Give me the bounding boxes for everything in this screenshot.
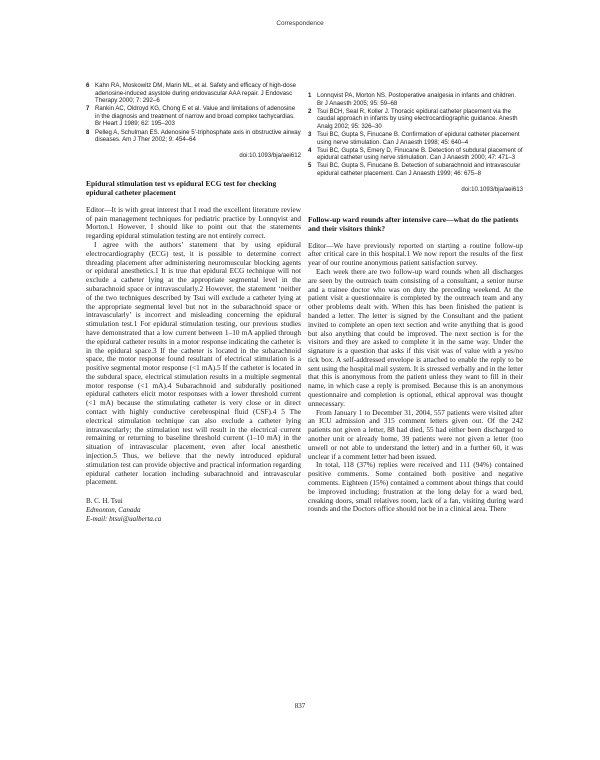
reference-list-left (86, 82, 301, 144)
reference-item (308, 131, 523, 146)
reference-text: Pelleg A, Schulman ES. Adenosine 5′-triphosphate axis in obstructive airway diseases. Am J Ther 2002; 9: 454–64 (95, 128, 301, 144)
paragraph: Each week there are two follow-up ward rounds when all discharges are seen by the outreach team consisting of a consultant, a senior nurse and a trainee doctor who was on duty the preceding weekend. At the patient visit a questionnaire is completed by the outreach team and any other problems dealt with. When this has been finished the patient is handed a letter. The letter is signed by the Consultant and the patient invited to complete an open text section and write anything that is good but also anything that could be improved. The next section is for the visitors and they are asked to complete it in the same way. Under the signature is a question that asks if this visit was of value with a yes/no tick box. A self-addressed envelope is attached to enable the reply to be sent using the hospital mail system. It is stressed verbally and in the letter that this is anonymous from the patient unless they want to fill in their name, in which case a reply is promised. Because this is an anonymous questionnaire and completion is optional, ethical approval was thought unnecessary. (308, 266, 523, 408)
reference-item (86, 105, 301, 128)
reference-item (308, 92, 523, 107)
letter-body (308, 242, 523, 515)
doi-label: doi:10.1093/bja/aei612 (239, 151, 301, 159)
reference-number: 2 (308, 107, 312, 115)
reference-number: 1 (308, 92, 312, 99)
reference-item (308, 108, 523, 131)
reference-number: 3 (308, 130, 312, 138)
doi-label: doi:10.1093/bja/aei613 (461, 185, 523, 193)
paragraph: Editor—It is with great interest that I read the excellent literature review of pain management techniques for pediatric practice by Lonnqvist and Morton.1 However, I should like to point out that the statements regarding epidural stimulation testing are not entirely correct. (86, 204, 301, 241)
left-column (86, 82, 301, 524)
reference-number: 8 (86, 128, 90, 136)
reference-text: Tsui BCH, Seal R, Koller J. Thoracic epidural catheter placement via the caudal approach in infants by using electrocardiographic guidance. Anesth Analg 2002; 95: 326–30 (317, 107, 518, 130)
reference-text: Tsui BC, Gupta S, Finucane B. Detection of subarachnoid and intravascular epidural catheter placement. Can J Anaesth 1999; 46: 675–8 (317, 162, 521, 177)
reference-number: 4 (308, 146, 312, 154)
reference-text: Tsui BC, Gupta S, Emery D, Finucane B. Detection of subdural placement of epidural catheter using nerve stimulation. Can J Anaesth 2000; 47: 471–3 (317, 146, 523, 162)
reference-number: 7 (86, 105, 90, 113)
author-email: E-mail: btsui@ualberta.ca (86, 514, 162, 523)
right-column (308, 92, 523, 514)
paragraph: I agree with the authors’ statement that by using epidural electrocardiography (ECG) test, it is possible to determine correct threading placement after administering neuromuscular blocking agents or epidural anesthetics.1 It is true that epidural ECG technique will not exclude a catheter lying at the appropriate segmental level in the subarachnoid space or intravascularly.2 However, the statement ‘neither of the two techniques described by Tsui will exclude a catheter lying at the appropriate segmental level but not in the subarachnoid space or intravascularly’ is incorrect and misleading concerning the epidural stimulation test.1 For epidural stimulation testing, our previous studies have demonstrated that a low current between 1–10 mA applied through the epidural catheter results in a motor response indicating the catheter is in the epidural space.3 If the catheter is located in the subarachnoid space, the motor response found resultant of electrical stimulation is a positive segmental motor response (<1 mA).5 If the catheter is located in the subdural space, electrical stimulation results in a multiple segmental motor response (<1 mA).4 Subarachnoid and subdurally positioned epidural catheters elicit motor responses with a lower threshold current (<1 mA) because the stimulating catheter is very close or in direct contact with highly conductive cerebrospinal fluid (CSF).4 5 The electrical stimulation technique can also exclude a catheter lying intravascularly; the stimulation test will result in the electrical current remaining or returning to baseline threshold current (1–10 mA) in the situation of intravascular placement, even after local anesthetic injection.5 Thus, we believe that the newly introduced epidural stimulation test can provide objective and practical information regarding epidural catheter location including subarachnoid and intravascular placement. (86, 239, 301, 487)
reference-item (308, 147, 523, 162)
page-number: 837 (294, 702, 306, 710)
reference-text: Rankin AC, Oldroyd KG, Chong E et al. Value and limitations of adenosine in the diagnosis and treatment of narrow and broad complex tachycardias. Br Heart J 1989; 62: 195–203 (95, 105, 296, 128)
reference-item (86, 82, 301, 105)
reference-number: 5 (308, 162, 312, 170)
reference-text: Lonnqvist PA, Morton NS. Postoperative analgesia in infants and children. Br J Anaesth 2005; 95: 59–68 (317, 92, 517, 107)
letter-title: Epidural stimulation test vs epidural ECG test for checking epidural catheter placement (86, 178, 277, 197)
reference-list-right (308, 92, 523, 178)
author-name: B. C. H. Tsui (86, 497, 123, 506)
author-location: Edmonton, Canada (86, 506, 141, 515)
running-header: Correspondence (276, 20, 324, 27)
reference-text: Kahn RA, Moskowitz DM, Marin ML, et al. Safety and efficacy of high-dose adenosine-induced asystole during endovascular AAA repair. J Endovasc Therapy 2000; 7: 292–6 (95, 82, 297, 105)
reference-number: 6 (86, 82, 90, 89)
paragraph: Editor—We have previously reported on starting a routine follow-up after critical care in this hospital.1 We now report the results of the first year of our routine anonymous patient satisfaction survey. (308, 240, 523, 268)
letter-body (86, 206, 301, 488)
signature-block (86, 497, 301, 523)
reference-text: Tsui BC, Gupta S, Finucane B. Confirmation of epidural catheter placement using nerve stimulation. Can J Anaesth 1998; 45: 640–4 (317, 130, 520, 146)
reference-item (86, 129, 301, 144)
letter-title: Follow-up ward rounds after intensive care—what do the patients and their visitors think? (308, 214, 519, 233)
reference-item (308, 162, 523, 177)
paragraph: From January 1 to December 31, 2004, 557 patients were visited after an ICU admission and 315 comment letters given out. Of the 242 patients not given a letter, 88 had died, 55 had either been discharged to another unit or already home, 39 patients were not given a letter (too unwell or not able to understand the letter) and in a further 60, it was unclear if a comment letter had been issued. (308, 407, 523, 461)
paragraph: In total, 118 (37%) replies were received and 111 (94%) contained positive comments. Some contained both positive and negative comments. Eighteen (15%) contained a comment about things that could be improved including; frustration at the long delay for a ward bed, creaking doors, small relatives room, lack of a fan, visiting during ward rounds and the Doctors office should not be in a clinical area. There (308, 460, 523, 514)
